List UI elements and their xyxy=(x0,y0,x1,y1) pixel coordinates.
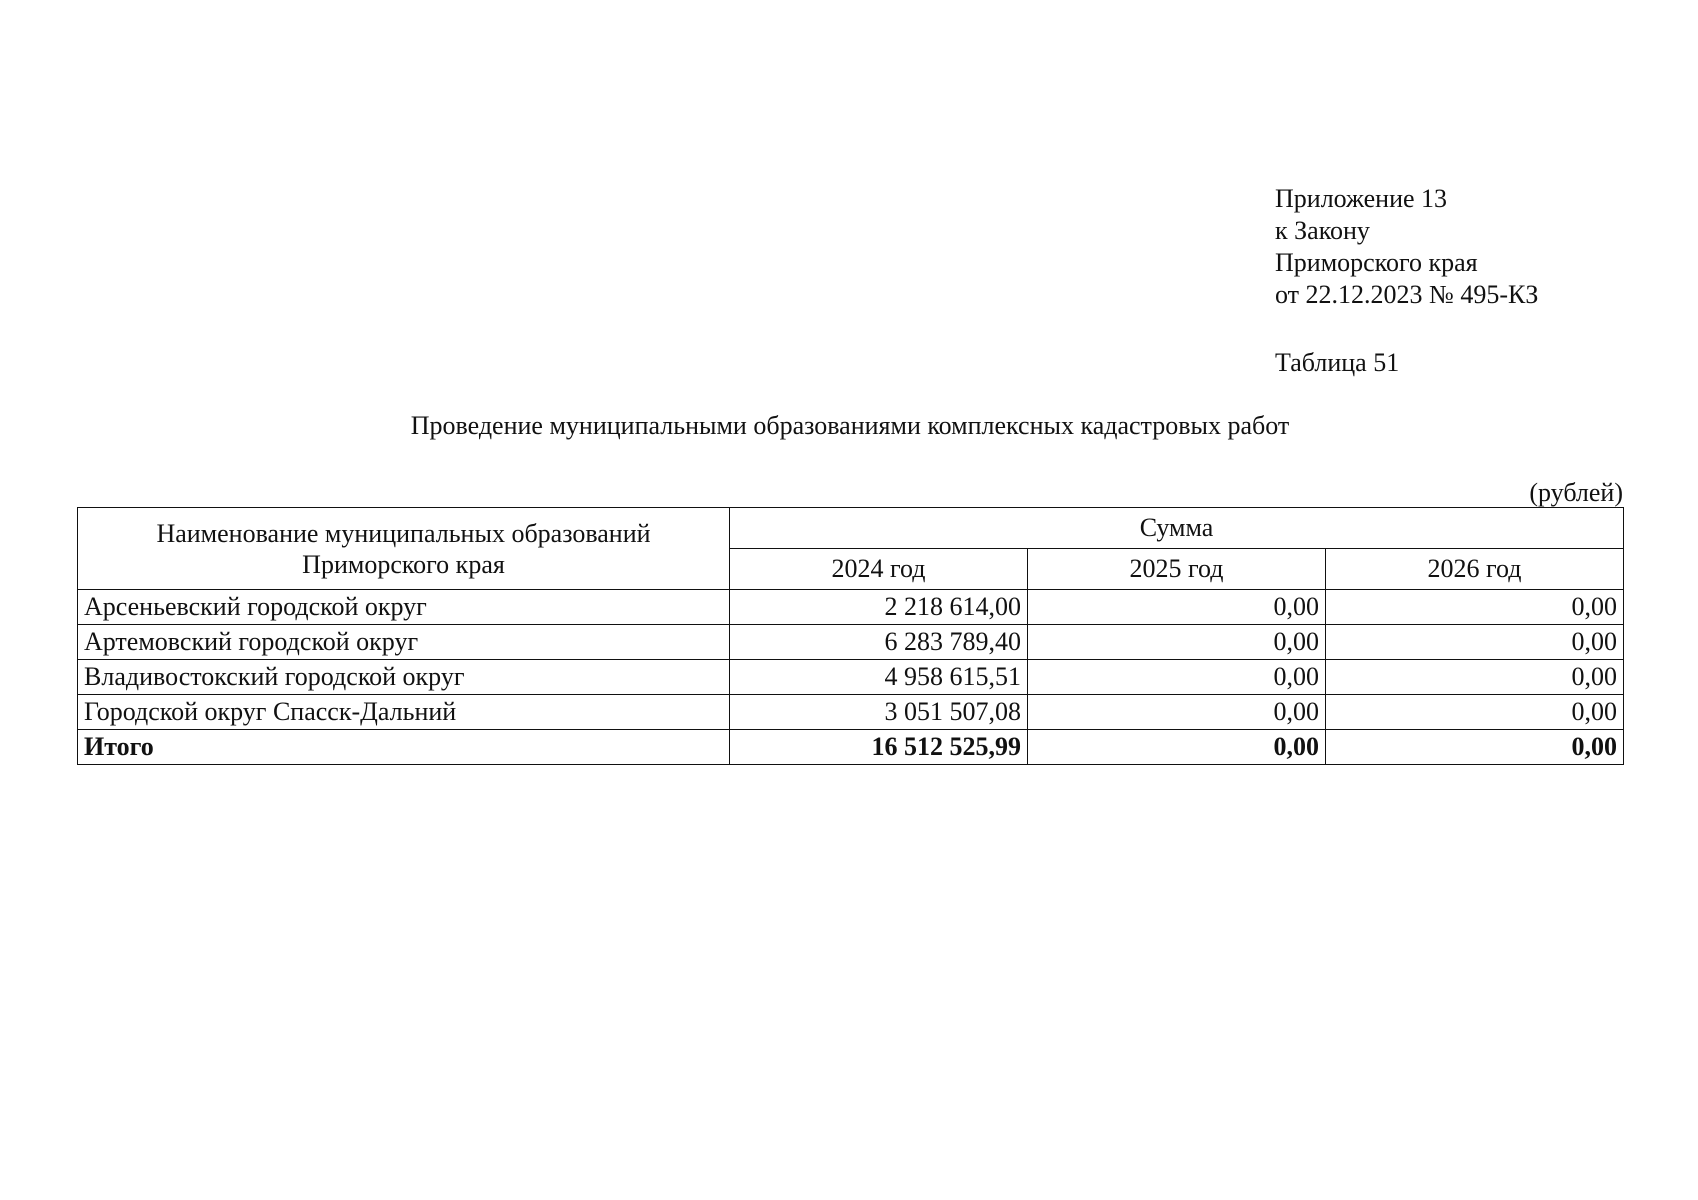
document-title: Проведение муниципальными образованиями комплексных кадастровых работ xyxy=(410,411,1290,440)
amount-2026: 0,00 xyxy=(1326,660,1624,695)
total-row xyxy=(78,730,1624,765)
column-header-line: Наименование муниципальных образований xyxy=(156,518,651,548)
appendix-line: Приложение 13 xyxy=(1275,184,1448,213)
municipality-name: Артемовский городской округ xyxy=(78,625,730,660)
amount-2026: 0,00 xyxy=(1326,695,1624,730)
appendix-block xyxy=(1275,183,1538,311)
table-row xyxy=(78,660,1624,695)
municipality-name: Арсеньевский городской округ xyxy=(78,590,730,625)
municipality-column-header xyxy=(78,508,730,590)
total-label: Итого xyxy=(78,730,730,765)
amount-2024: 3 051 507,08 xyxy=(730,695,1028,730)
municipality-name: Городской округ Спасск-Дальний xyxy=(78,695,730,730)
total-2025: 0,00 xyxy=(1028,730,1326,765)
sum-column-header: Сумма xyxy=(730,508,1624,549)
amount-2026: 0,00 xyxy=(1326,625,1624,660)
appendix-line: Приморского края xyxy=(1275,248,1478,277)
appendix-line: к Закону xyxy=(1275,216,1370,245)
budget-table xyxy=(77,507,1624,765)
amount-2025: 0,00 xyxy=(1028,695,1326,730)
amount-2024: 4 958 615,51 xyxy=(730,660,1028,695)
table-row xyxy=(78,625,1624,660)
total-2026: 0,00 xyxy=(1326,730,1624,765)
unit-label: (рублей) xyxy=(1529,478,1623,507)
amount-2024: 6 283 789,40 xyxy=(730,625,1028,660)
total-2024: 16 512 525,99 xyxy=(730,730,1028,765)
amount-2024: 2 218 614,00 xyxy=(730,590,1028,625)
amount-2026: 0,00 xyxy=(1326,590,1624,625)
column-header-line: Приморского края xyxy=(302,549,505,579)
amount-2025: 0,00 xyxy=(1028,590,1326,625)
year-header-2026: 2026 год xyxy=(1326,549,1624,590)
table-number: Таблица 51 xyxy=(1275,348,1400,377)
appendix-line: от 22.12.2023 № 495-КЗ xyxy=(1275,280,1539,309)
year-header-2024: 2024 год xyxy=(730,549,1028,590)
year-header-2025: 2025 год xyxy=(1028,549,1326,590)
table-row xyxy=(78,590,1624,625)
amount-2025: 0,00 xyxy=(1028,660,1326,695)
municipality-name: Владивостокский городской округ xyxy=(78,660,730,695)
amount-2025: 0,00 xyxy=(1028,625,1326,660)
table-row xyxy=(78,695,1624,730)
